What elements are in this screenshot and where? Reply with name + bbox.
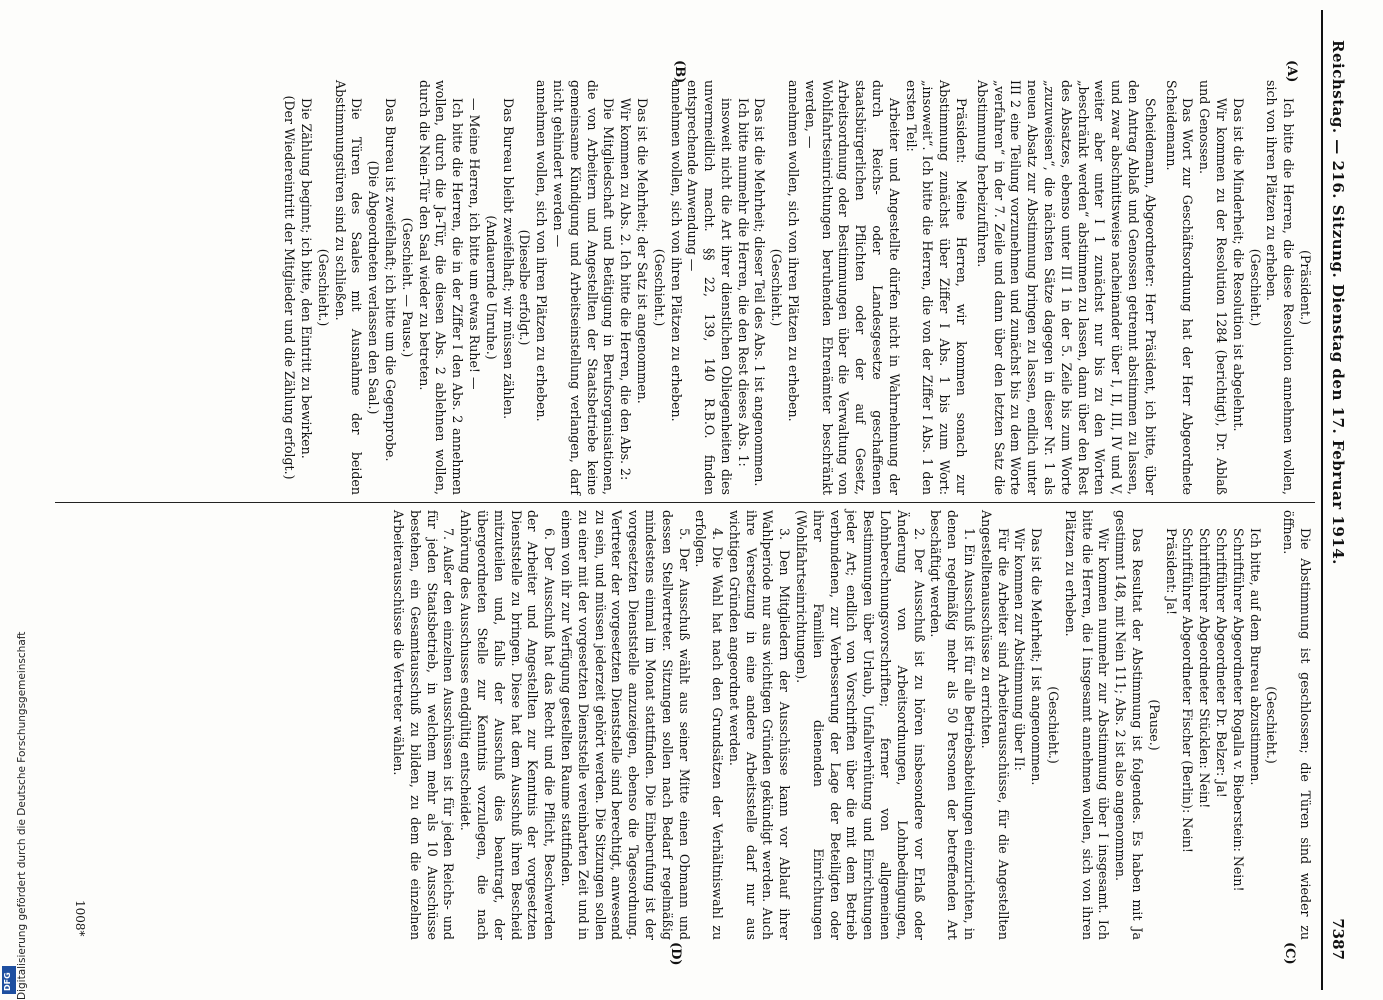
paragraph: (Pause.) — [1146, 699, 1162, 751]
margin-mark-d: (D) — [668, 942, 683, 966]
dfg-logo — [2, 966, 16, 994]
paragraph: (Geschieht. — Pause.) — [399, 217, 415, 358]
paragraph: 1. Ein Ausschuß ist für alle Betriebsabteilungen einzurichten, in denen regelmäßig mehr als 50 Personen der betreffenden Art beschäftigt werden. — [928, 510, 978, 940]
running-title: Reichstag. — 216. Sitzung. Dienstag den 17. Februar 1914. — [1329, 40, 1347, 565]
margin-mark-b: (B) — [672, 60, 687, 84]
paragraph: 6. Der Ausschuß hat das Recht und die Pflicht, Beschwerden der Arbeiter und Angestellten zur Kenntnis der vorgesetzten Dienststelle zu bringen. Diese hat dem Ausschuß ihren Bescheid mitzuteilen und, falls der Ausschuß dies beantragt, der übergeordneten Stelle zur Kenntnis vorzulegen, die nach Anhörung des Ausschusses endgültig entscheidet. — [458, 510, 558, 940]
paragraph: Das Resultat der Abstimmung ist folgendes. Es haben mit Ja gestimmt 148, mit Nein 111; Abs. 2 ist also angenommen. — [1113, 510, 1146, 940]
paragraph: 3. Den Mitgliedern der Ausschüsse kann vor Ablauf ihrer Wahlperiode nur aus wichtigen Gründen gekündigt werden. Auch ihre Versetzung in eine andere Arbeitsstelle darf nur aus wichtigen Gründen angeordnet werden. — [726, 510, 793, 940]
paragraph: Schriftführer Abgeordneter Fischer (Berlin): Nein! — [1180, 528, 1196, 853]
footer-credit: Digitalisierung gefördert durch die Deutsche Forschungsgemeinschaft — [16, 631, 28, 1000]
paragraph: insoweit nicht die Art ihrer dienstlichen Obliegenheiten dies unvermeidlich macht. §§ 22, 139, 140 R.B.O. finden entsprechende Anwendung — — [685, 80, 734, 495]
paragraph: Schriftführer Abgeordneter Stücklen: Nein! — [1197, 528, 1213, 809]
paragraph: Schriftführer Abgeordneter Rogalla v. Bieberstein: Nein! — [1230, 528, 1246, 892]
paragraph: annehmen wollen, sich von ihren Plätzen zu erheben. — [534, 80, 550, 422]
paragraph: Wir kommen zur Abstimmung über II: — [1012, 528, 1028, 771]
paragraph: (Geschieht.) — [1247, 248, 1263, 327]
paragraph: (Geschieht.) — [651, 248, 667, 327]
paragraph: Die Zählung beginnt; ich bitte, den Eintritt zu bewirken. — [298, 98, 314, 459]
signature-mark: 1008* — [73, 900, 87, 937]
column-divider — [55, 502, 1315, 503]
paragraph: (Geschieht.) — [315, 248, 331, 327]
paragraph: Schriftführer Abgeordneter Dr. Belzer: Ja! — [1214, 528, 1230, 798]
paragraph: (Andauernde Unruhe.) — [483, 215, 499, 360]
paragraph: 2. Der Ausschuß ist zu hören insbesondere vor Erlaß oder Änderung von Arbeitsordnungen, Lohnbedingungen, Lohnberechnungsvorschriften; ferner von allgemeinen Bestimmungen über Urlaub, Unfallverhütung und Einrichtungen jeder Art; endlich von Vorschriften über die mit dem Betrieb verbundenen, zur Verbesserung der Lage der Beteiligten oder ihrer Familien dienenden Einrichtungen (Wohlfahrtseinrichtungen). — [794, 510, 927, 940]
paragraph: Das Bureau ist zweifelhaft; ich bitte um die Gegenprobe. — [382, 98, 398, 462]
rotated-newspaper-page — [55, 0, 1355, 1000]
paragraph: Ich bitte, auf dem Bureau abzustimmen. — [1247, 528, 1263, 786]
paragraph: Für die Arbeiter sind Arbeiterausschüsse, für die Angestellten Angestelltenausschüsse zu errichten. — [978, 510, 1011, 940]
paragraph: (Geschieht.) — [769, 248, 785, 327]
paragraph: Scheidemann, Abgeordneter: Herr Präsident, ich bitte, über den Antrag Ablaß und Genossen getrennt abstimmen zu lassen, und zwar abschnittsweise nacheinander über I, II, III, IV und V, weiter aber unter I 1 zunächst nur bis zu den Worten „beschränkt werden“ abstimmen zu lassen, dann über den Rest des Absatzes, ebenso unter III 1 in der 5. Zeile bis zum Worte „zuzuweisen“, die nächsten Sätze dagegen in dieser Nr. 1 als neuen Absatz zur Abstimmung bringen zu lassen, endlich unter III 2 eine Teilung vorzunehmen und zunächst bis zu dem Worte „verfahren“ in der 7. Zeile und dann über den letzten Satz die Abstimmung herbeizuführen. — [974, 80, 1158, 495]
paragraph: (Geschieht.) — [1046, 686, 1062, 764]
dfg-logo-text: DFG — [3, 972, 12, 991]
header-rule — [1321, 10, 1323, 990]
paragraph: Wir kommen zu Abs. 2. Ich bitte die Herren, die den Abs. 2: — [618, 98, 634, 481]
paragraph: Wir kommen zu der Resolution 1284 (berichtigt), Dr. Ablaß und Genossen. — [1197, 80, 1230, 495]
paragraph: 5. Der Ausschuß wählt aus seiner Mitte einen Obmann und dessen Stellvertreter. Sitzungen sollen nach Bedarf regelmäßig mindestens einmal im Monat stattfinden. Die Einberufung ist der vorgesetzten Dienststelle anzuzeigen, ebenso die Tagesordnung. Vertreter der vorgesetzten Dienststelle sind berechtigt, anwesend zu sein, und müssen jederzeit gehört werden. Die Sitzungen sollen zu einer mit der vorgesetzten Dienststelle vereinbarten Zeit und in einem von ihr zur Verfügung gestellten Raume stattfinden. — [558, 510, 692, 940]
paragraph: (Die Abgeordneten verlassen den Saal.) — [366, 160, 382, 415]
paragraph: Das Wort zur Geschäftsordnung hat der Herr Abgeordnete Scheidemann. — [1163, 80, 1196, 495]
left-column — [280, 80, 1313, 495]
margin-mark-a: (A) — [1284, 60, 1299, 83]
page-number: 7387 — [1329, 918, 1347, 960]
paragraph: Wir kommen nunmehr zur Abstimmung über I insgesamt. Ich bitte die Herren, die I insgesamt annehmen wollen, sich von ihren Plätzen zu erheben. — [1062, 510, 1112, 940]
paragraph: Die Mitgliedschaft und Betätigung in Berufsorganisationen, die von Arbeitern und Angestellten der Staatsbetriebe keine gemeinsame Kündigung und Arbeitseinstellung verlangen, darf nicht gehindert werden — — [550, 80, 617, 495]
right-column — [389, 510, 1313, 940]
paragraph: Ich bitte die Herren, die diese Resolution annehmen wollen, sich von ihren Plätzen zu erheben. — [1264, 80, 1297, 495]
margin-mark-c: (C) — [1282, 942, 1297, 965]
paragraph: Das ist die Mehrheit; dieser Teil des Abs. 1 ist angenommen. — [752, 98, 768, 487]
paragraph: Arbeiter und Angestellte dürfen nicht in Wahrnehmung der durch Reichs- oder Landesgesetze geschaffenen staatsbürgerlichen Pflichten oder der auf Gesetz, Arbeitsordnung oder Bestimmungen über die Verwaltung von Wohlfahrtseinrichtungen beruhenden Ehrenämter beschränkt werden, — — [802, 80, 902, 495]
paragraph: annehmen wollen, sich von ihren Plätzen zu erheben. — [786, 80, 802, 422]
paragraph: 7. Außer den einzelnen Ausschüssen ist für jeden Reichs- und für jeden Staatsbetrieb, in welchem mehr als 10 Ausschüsse bestehen, ein Gesamtausschuß zu bilden, zu dem die einzelnen Arbeiterausschüsse die Vertreter wählen. — [390, 510, 457, 940]
paragraph: Ich bitte nunmehr die Herren, die den Rest dieses Abs. 1: — [735, 98, 751, 467]
paragraph: Präsident: Ja! — [1163, 528, 1179, 616]
digitization-footer — [2, 600, 28, 1000]
paragraph: annehmen wollen, sich von ihren Plätzen zu erheben. — [668, 80, 684, 422]
paragraph: Das ist die Minderheit; die Resolution ist abgelehnt. — [1230, 98, 1246, 432]
paragraph: (Der Wiedereintritt der Mitglieder und die Zählung erfolgt.) — [282, 95, 298, 480]
paragraph: Ich bitte die Herren, die in der Ziffer I den Abs. 2 annehmen wollen, durch die Ja-Tür, die diesen Abs. 2 ablehnen wollen, durch die Nein-Tür den Saal wieder zu betreten. — [416, 80, 466, 495]
paragraph: (Geschieht.) — [1264, 686, 1280, 764]
paragraph: Die Türen des Saales mit Ausnahme der beiden Abstimmungstüren sind zu schließen. — [332, 80, 365, 495]
paragraph: Das ist die Mehrheit; I ist angenommen. — [1029, 528, 1045, 786]
paragraph: Das Bureau bleibt zweifelhaft; wir müssen zählen. — [500, 98, 516, 420]
paragraph: (Präsident.) — [1298, 249, 1313, 325]
paragraph: Das ist die Mehrheit; der Satz ist angenommen. — [634, 98, 650, 404]
paragraph: 4. Die Wahl hat nach den Grundsätzen der Verhältniswahl zu erfolgen. — [693, 510, 726, 940]
page-header — [1321, 40, 1347, 960]
paragraph: (Dieselbe erfolgt.) — [517, 229, 533, 346]
paragraph: — Meine Herren, ich bitte um etwas Ruhe! — — [466, 98, 482, 390]
paragraph: Die Abstimmung ist geschlossen; die Türen sind wieder zu öffnen. — [1281, 510, 1313, 940]
paragraph: Präsident: Meine Herren, wir kommen sonach zur Abstimmung zunächst über Ziffer I Abs. 1 bis zum Wort: „insoweit“. Ich bitte die Herren, die von der Ziffer I Abs. 1 den ersten Teil: — [903, 80, 970, 495]
